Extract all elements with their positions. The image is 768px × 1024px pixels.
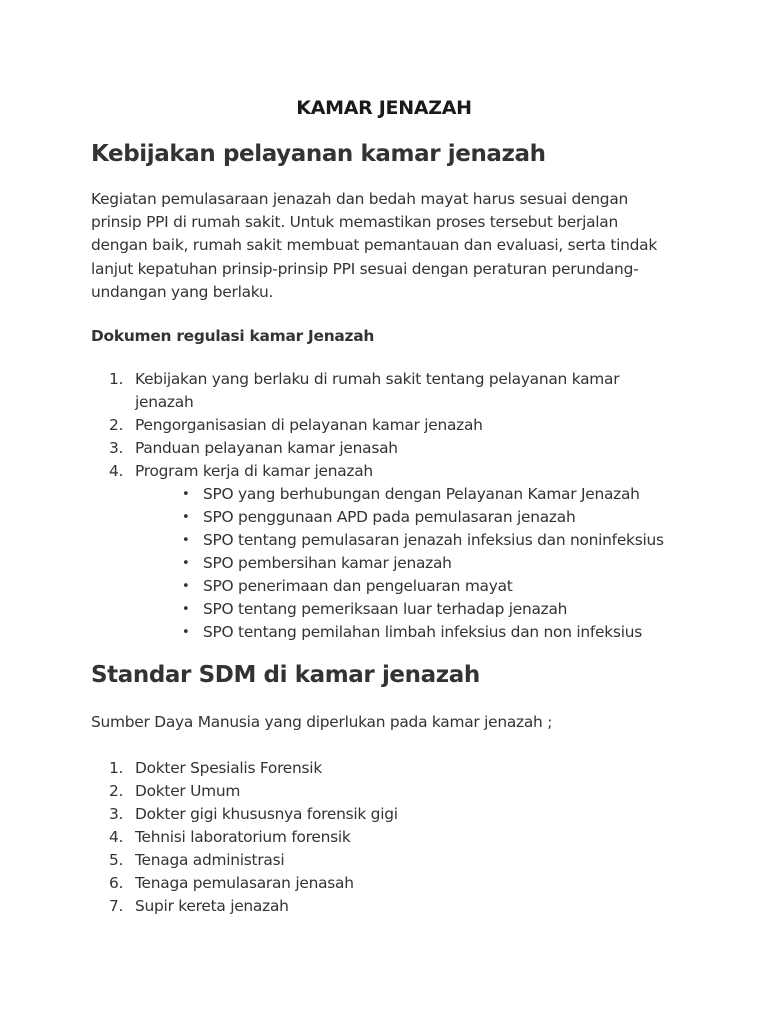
human-resources-list — [91, 757, 651, 918]
list-item-number: 1. — [109, 759, 124, 777]
spo-sublist — [175, 483, 664, 644]
list-item-number: 2. — [109, 782, 124, 800]
subheading-dokumen-regulasi: Dokumen regulasi kamar Jenazah — [91, 327, 375, 345]
sublist-item — [175, 483, 651, 506]
regulation-document-list — [91, 368, 664, 644]
list-item-text: Dokter Umum — [135, 782, 241, 800]
list-item-number: 2. — [109, 416, 124, 434]
section-paragraph-kebijakan: Kegiatan pemulasaraan jenazah dan bedah mayat harus sesuai dengan prinsip PPI di rumah sakit. Untuk memastikan proses tersebut berjalan dengan baik, rumah sakit membuat pemantauan dan evaluasi, serta tindak lanjut kepatuhan prinsip-prinsip PPI sesuai dengan peraturan perundang-undangan yang berlaku. — [91, 190, 658, 301]
list-item — [91, 780, 651, 803]
list-item-number: 3. — [109, 805, 124, 823]
list-item-text: Kebijakan yang berlaku di rumah sakit tentang pelayanan kamar jenazah — [135, 370, 620, 411]
sublist-item-text: SPO pembersihan kamar jenazah — [203, 554, 452, 572]
document-title: KAMAR JENAZAH — [296, 97, 472, 119]
list-item-number: 5. — [109, 851, 124, 869]
bullet-icon: • — [182, 510, 190, 525]
sublist-item — [175, 529, 664, 552]
bullet-icon: • — [182, 533, 190, 548]
list-item — [91, 826, 651, 849]
list-item-text: Tenaga pemulasaran jenasah — [135, 874, 354, 892]
bullet-icon: • — [182, 556, 190, 571]
section-paragraph-standar-sdm: Sumber Daya Manusia yang diperlukan pada kamar jenazah ; — [91, 713, 553, 731]
list-item-text: Dokter gigi khususnya forensik gigi — [135, 805, 398, 823]
list-item-text: Program kerja di kamar jenazah — [135, 462, 373, 480]
bullet-icon: • — [182, 487, 190, 502]
sublist-item-text: SPO tentang pemulasaran jenazah infeksius dan noninfeksius — [203, 531, 664, 549]
list-item — [91, 368, 651, 414]
sublist-item-text: SPO yang berhubungan dengan Pelayanan Kamar Jenazah — [203, 485, 640, 503]
bullet-icon: • — [182, 625, 190, 640]
list-item-number: 7. — [109, 897, 124, 915]
sublist-item-text: SPO penerimaan dan pengeluaran mayat — [203, 577, 513, 595]
sublist-item-text: SPO tentang pemeriksaan luar terhadap jenazah — [203, 600, 568, 618]
list-item — [91, 414, 651, 437]
list-item-number: 3. — [109, 439, 124, 457]
list-item-text: Dokter Spesialis Forensik — [135, 759, 322, 777]
list-item — [91, 872, 651, 895]
section-heading-kebijakan: Kebijakan pelayanan kamar jenazah — [91, 141, 546, 167]
list-item — [91, 460, 664, 644]
list-item-number: 4. — [109, 462, 124, 480]
bullet-icon: • — [182, 602, 190, 617]
sublist-item-text: SPO tentang pemilahan limbah infeksius dan non infeksius — [203, 623, 642, 641]
list-item-number: 6. — [109, 874, 124, 892]
list-item-text: Tehnisi laboratorium forensik — [135, 828, 351, 846]
sublist-item — [175, 575, 651, 598]
sublist-item — [175, 506, 651, 529]
list-item — [91, 849, 651, 872]
list-item — [91, 757, 651, 780]
list-item-text: Tenaga administrasi — [135, 851, 285, 869]
sublist-item — [175, 621, 651, 644]
list-item-text: Panduan pelayanan kamar jenasah — [135, 439, 398, 457]
sublist-item-text: SPO penggunaan APD pada pemulasaran jenazah — [203, 508, 576, 526]
list-item — [91, 895, 651, 918]
bullet-icon: • — [182, 579, 190, 594]
list-item-text: Pengorganisasian di pelayanan kamar jenazah — [135, 416, 483, 434]
list-item — [91, 803, 651, 826]
list-item — [91, 437, 651, 460]
section-heading-standar-sdm: Standar SDM di kamar jenazah — [91, 662, 480, 688]
sublist-item — [175, 552, 651, 575]
list-item-number: 4. — [109, 828, 124, 846]
list-item-number: 1. — [109, 370, 124, 388]
list-item-text: Supir kereta jenazah — [135, 897, 289, 915]
sublist-item — [175, 598, 651, 621]
